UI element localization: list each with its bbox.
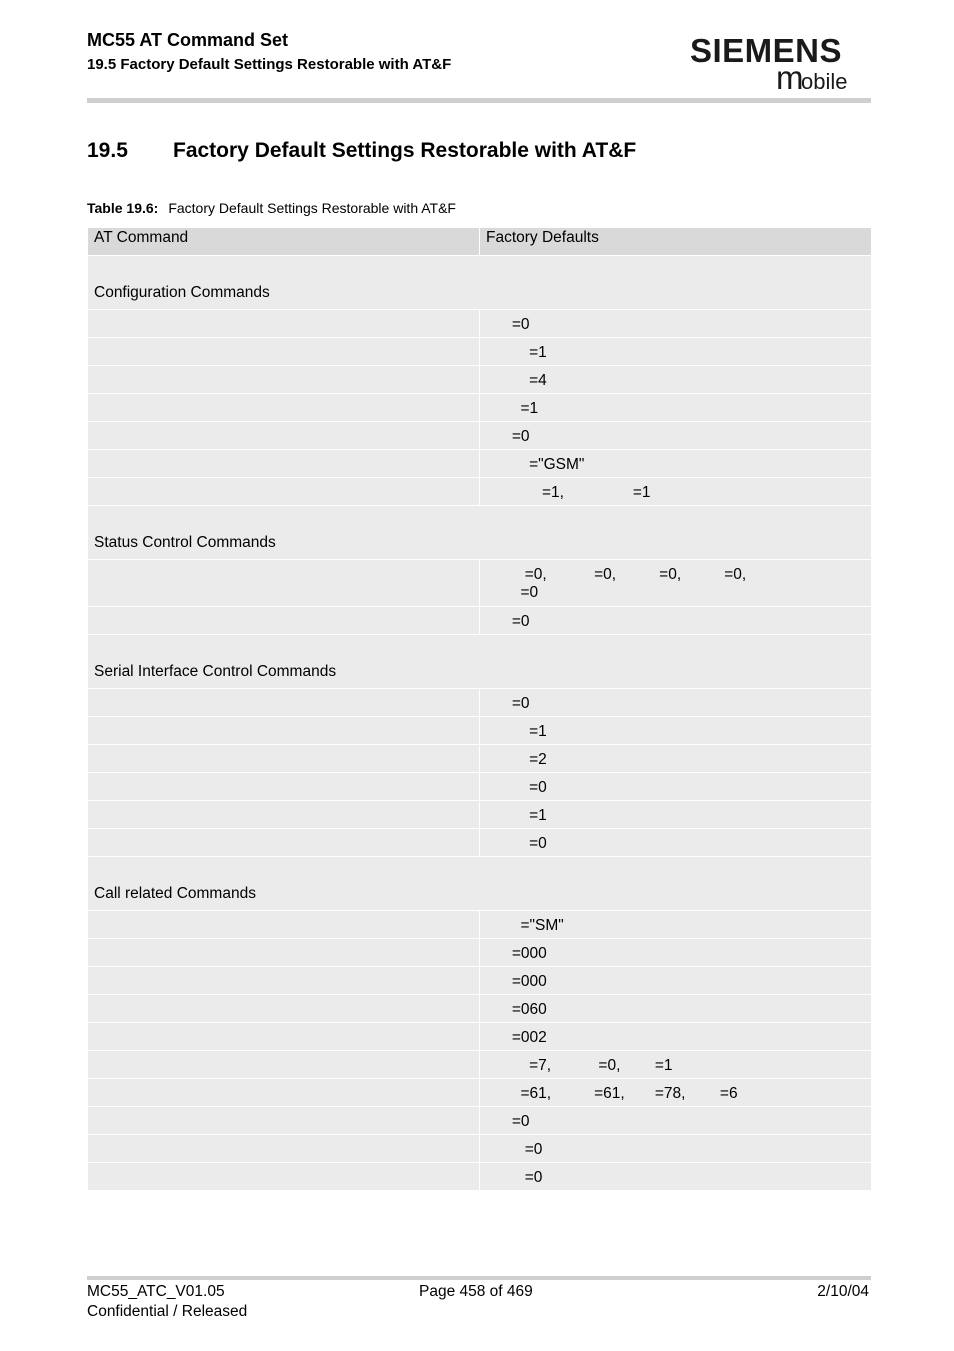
at-command-cell (88, 1023, 480, 1051)
at-command-cell (88, 338, 480, 366)
table-row (88, 338, 872, 366)
table-row (88, 1107, 872, 1135)
category-label: Serial Interface Control Commands (88, 635, 872, 689)
at-command-cell (88, 366, 480, 394)
factory-default-cell (480, 911, 872, 939)
at-command-cell (88, 995, 480, 1023)
factory-default-cell (480, 829, 872, 857)
at-command-cell (88, 689, 480, 717)
factory-default-cell (480, 310, 872, 338)
section-number: 19.5 (87, 139, 128, 162)
factory-default-value: =1 (486, 723, 547, 740)
factory-default-cell (480, 338, 872, 366)
at-command-cell (88, 717, 480, 745)
header-rule (87, 98, 871, 103)
factory-default-value: =1, =1 (486, 484, 651, 501)
table-header-row (88, 228, 872, 256)
table-row (88, 801, 872, 829)
table-row (88, 1135, 872, 1163)
logo-mobile-text: obile (801, 69, 848, 94)
factory-default-cell (480, 717, 872, 745)
factory-default-cell (480, 745, 872, 773)
siemens-mobile-logo (689, 30, 864, 96)
table-row (88, 717, 872, 745)
table-category-row (88, 256, 872, 310)
running-section-ref: 19.5 Factory Default Settings Restorable with AT&F (87, 56, 452, 73)
footer-doc-id: MC55_ATC_V01.05 (87, 1283, 225, 1300)
factory-default-value: =0 (486, 1141, 543, 1158)
at-command-cell (88, 745, 480, 773)
table-row (88, 745, 872, 773)
factory-default-cell (480, 450, 872, 478)
table-row (88, 689, 872, 717)
factory-default-cell (480, 422, 872, 450)
factory-default-value: =000 (486, 973, 547, 990)
factory-default-value: =4 (486, 372, 547, 389)
table-caption-label: Table 19.6: (87, 200, 159, 216)
table-row (88, 967, 872, 995)
factory-default-cell (480, 394, 872, 422)
factory-default-value: =1 (486, 807, 547, 824)
factory-default-value: =1 (486, 344, 547, 361)
table-caption (87, 200, 456, 216)
factory-default-value: =0 (486, 779, 547, 796)
factory-default-cell (480, 967, 872, 995)
factory-default-cell (480, 607, 872, 635)
at-command-cell (88, 1079, 480, 1107)
table-row (88, 911, 872, 939)
table-row (88, 995, 872, 1023)
factory-default-value: =0 (486, 1113, 530, 1130)
table-row (88, 310, 872, 338)
at-command-cell (88, 1051, 480, 1079)
factory-default-cell (480, 560, 872, 607)
factory-default-value: =61, =61, =78, =6 (486, 1085, 738, 1102)
at-command-cell (88, 939, 480, 967)
at-command-cell (88, 394, 480, 422)
table-row (88, 560, 872, 607)
factory-default-value: =000 (486, 945, 547, 962)
factory-default-value: =1 (486, 400, 539, 417)
at-command-cell (88, 422, 480, 450)
factory-default-value: =2 (486, 751, 547, 768)
section-title: Factory Default Settings Restorable with AT&F (173, 139, 637, 162)
table-category-row (88, 506, 872, 560)
factory-default-cell (480, 801, 872, 829)
at-command-cell (88, 829, 480, 857)
at-command-cell (88, 801, 480, 829)
table-row (88, 422, 872, 450)
column-header-factory-defaults: Factory Defaults (480, 228, 872, 256)
logo-brand-text: SIEMENS (689, 32, 842, 69)
table-row (88, 1079, 872, 1107)
category-label: Configuration Commands (88, 256, 872, 310)
factory-default-cell (480, 939, 872, 967)
factory-default-value: =0 (486, 613, 530, 630)
column-header-at-command: AT Command (88, 228, 480, 256)
at-command-cell (88, 478, 480, 506)
table-caption-text: Factory Default Settings Restorable with AT&F (168, 200, 456, 216)
factory-default-value: =0 (486, 316, 530, 333)
logo-m-glyph: m (776, 59, 804, 96)
at-command-cell (88, 911, 480, 939)
factory-default-value: =7, =0, =1 (486, 1057, 673, 1074)
at-command-cell (88, 1163, 480, 1191)
table-row (88, 939, 872, 967)
factory-default-cell (480, 1107, 872, 1135)
category-label: Status Control Commands (88, 506, 872, 560)
factory-defaults-table (87, 227, 872, 1191)
factory-default-cell (480, 478, 872, 506)
at-command-cell (88, 607, 480, 635)
factory-default-cell (480, 1023, 872, 1051)
at-command-cell (88, 1135, 480, 1163)
table-row (88, 773, 872, 801)
at-command-cell (88, 773, 480, 801)
section-heading (87, 139, 636, 163)
footer-page-number: Page 458 of 469 (419, 1283, 533, 1300)
table-row (88, 829, 872, 857)
at-command-cell (88, 560, 480, 607)
table-row (88, 1051, 872, 1079)
table-row (88, 394, 872, 422)
table-row (88, 366, 872, 394)
factory-default-value: ="GSM" (486, 456, 585, 473)
factory-default-value: =0 (486, 835, 547, 852)
footer-date: 2/10/04 (817, 1283, 869, 1300)
factory-default-value: ="SM" (486, 917, 564, 934)
factory-default-cell (480, 995, 872, 1023)
factory-default-cell (480, 1051, 872, 1079)
table-category-row (88, 635, 872, 689)
factory-default-cell (480, 773, 872, 801)
table-row (88, 450, 872, 478)
factory-default-value: =0, =0, =0, =0, =0 (520, 566, 747, 601)
at-command-cell (88, 310, 480, 338)
document-title: MC55 AT Command Set (87, 30, 289, 50)
factory-default-value: =0 (486, 428, 530, 445)
factory-default-value: =0 (486, 1169, 543, 1186)
table-row (88, 478, 872, 506)
table-category-row (88, 857, 872, 911)
factory-default-value: =0 (486, 695, 530, 712)
table-row (88, 1023, 872, 1051)
factory-default-cell (480, 689, 872, 717)
category-label: Call related Commands (88, 857, 872, 911)
factory-default-value: =002 (486, 1029, 547, 1046)
factory-default-value: =060 (486, 1001, 547, 1018)
footer-status: Confidential / Released (87, 1303, 248, 1320)
table-row (88, 607, 872, 635)
factory-default-cell (480, 1163, 872, 1191)
footer-rule (87, 1276, 871, 1280)
at-command-cell (88, 450, 480, 478)
at-command-cell (88, 967, 480, 995)
factory-default-cell (480, 1135, 872, 1163)
table-row (88, 1163, 872, 1191)
factory-default-cell (480, 1079, 872, 1107)
factory-default-cell (480, 366, 872, 394)
at-command-cell (88, 1107, 480, 1135)
